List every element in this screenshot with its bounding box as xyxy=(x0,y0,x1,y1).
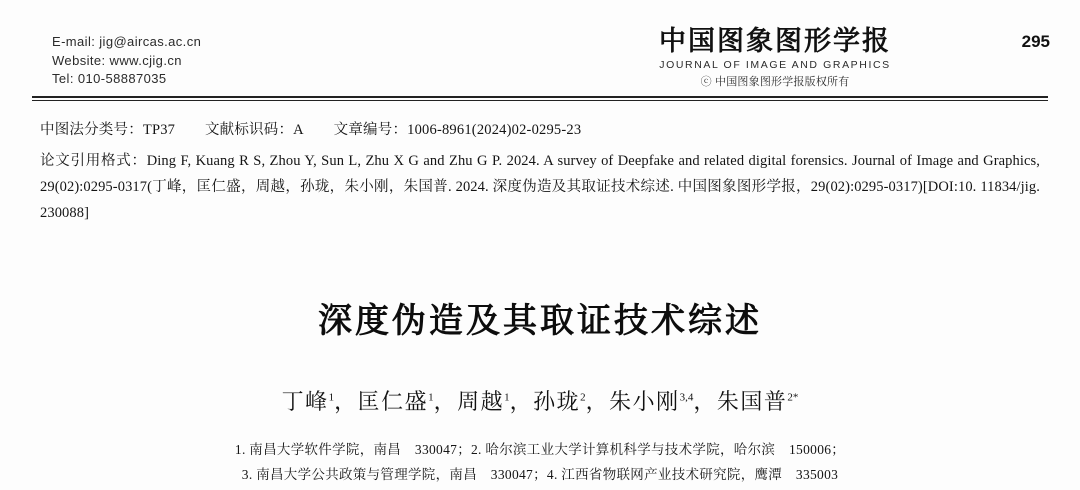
journal-masthead xyxy=(565,26,985,89)
document-code: 文献标识码：A xyxy=(204,122,304,138)
author-list: 丁峰$^1$，匡仁盛$^1$，周越$^1$，孙珑$^2$，朱小刚$^{3,4}$，朱国普$^{2*}$ xyxy=(281,389,799,414)
contact-website: Website: www.cjig.cn xyxy=(52,52,182,68)
meta-codes-line xyxy=(40,118,1040,139)
article-meta xyxy=(40,118,1040,226)
affiliation-line: 3. 南昌大学公共政策与管理学院，南昌 330047；4. 江西省物联网产业技术研究院，鹰潭 335003 xyxy=(241,467,839,482)
journal-title-en: JOURNAL OF IMAGE AND GRAPHICS xyxy=(659,59,891,71)
contact-tel: Tel: 010-58887035 xyxy=(52,71,167,86)
journal-contact-block xyxy=(52,33,201,89)
page-title: 深度伪造及其取证技术综述 xyxy=(318,303,762,340)
citation-block xyxy=(40,148,1040,226)
journal-title-cn: 中国图象图形学报 xyxy=(659,26,891,56)
page-header xyxy=(0,0,1080,96)
citation-text: Ding F, Kuang R S, Zhou Y, Sun L, Zhu X G and Zhu G P. 2024. A survey of Deepfake and related digital forensics. Journal of Image and Graphics, 29(02):0295-0317(丁峰，匡仁盛，周越，孙珑，朱小刚，朱国普. 2024. 深度伪造及其取证技术综述. 中国图象图形学报，29(02):0295-0317)[DOI:10. 11834/jig. 230088] xyxy=(40,153,1041,221)
affiliation-list xyxy=(0,437,1080,487)
contact-email: E-mail: jig@aircas.ac.cn xyxy=(52,34,202,49)
journal-copyright: ⓒ 中国图象图形学报版权所有 xyxy=(700,76,850,88)
page-number: 295 xyxy=(1021,32,1050,51)
article-id: 文章编号：1006-8961(2024)02-0295-23 xyxy=(333,122,582,138)
affiliation-line: 1. 南昌大学软件学院，南昌 330047；2. 哈尔滨工业大学计算机科学与技术学院，哈尔滨 150006； xyxy=(234,442,846,457)
clc-number: 中图法分类号：TP37 xyxy=(40,122,176,138)
citation-label: 论文引用格式： xyxy=(40,153,147,169)
header-rule-thin xyxy=(32,100,1048,101)
header-rule-thick xyxy=(32,96,1048,98)
